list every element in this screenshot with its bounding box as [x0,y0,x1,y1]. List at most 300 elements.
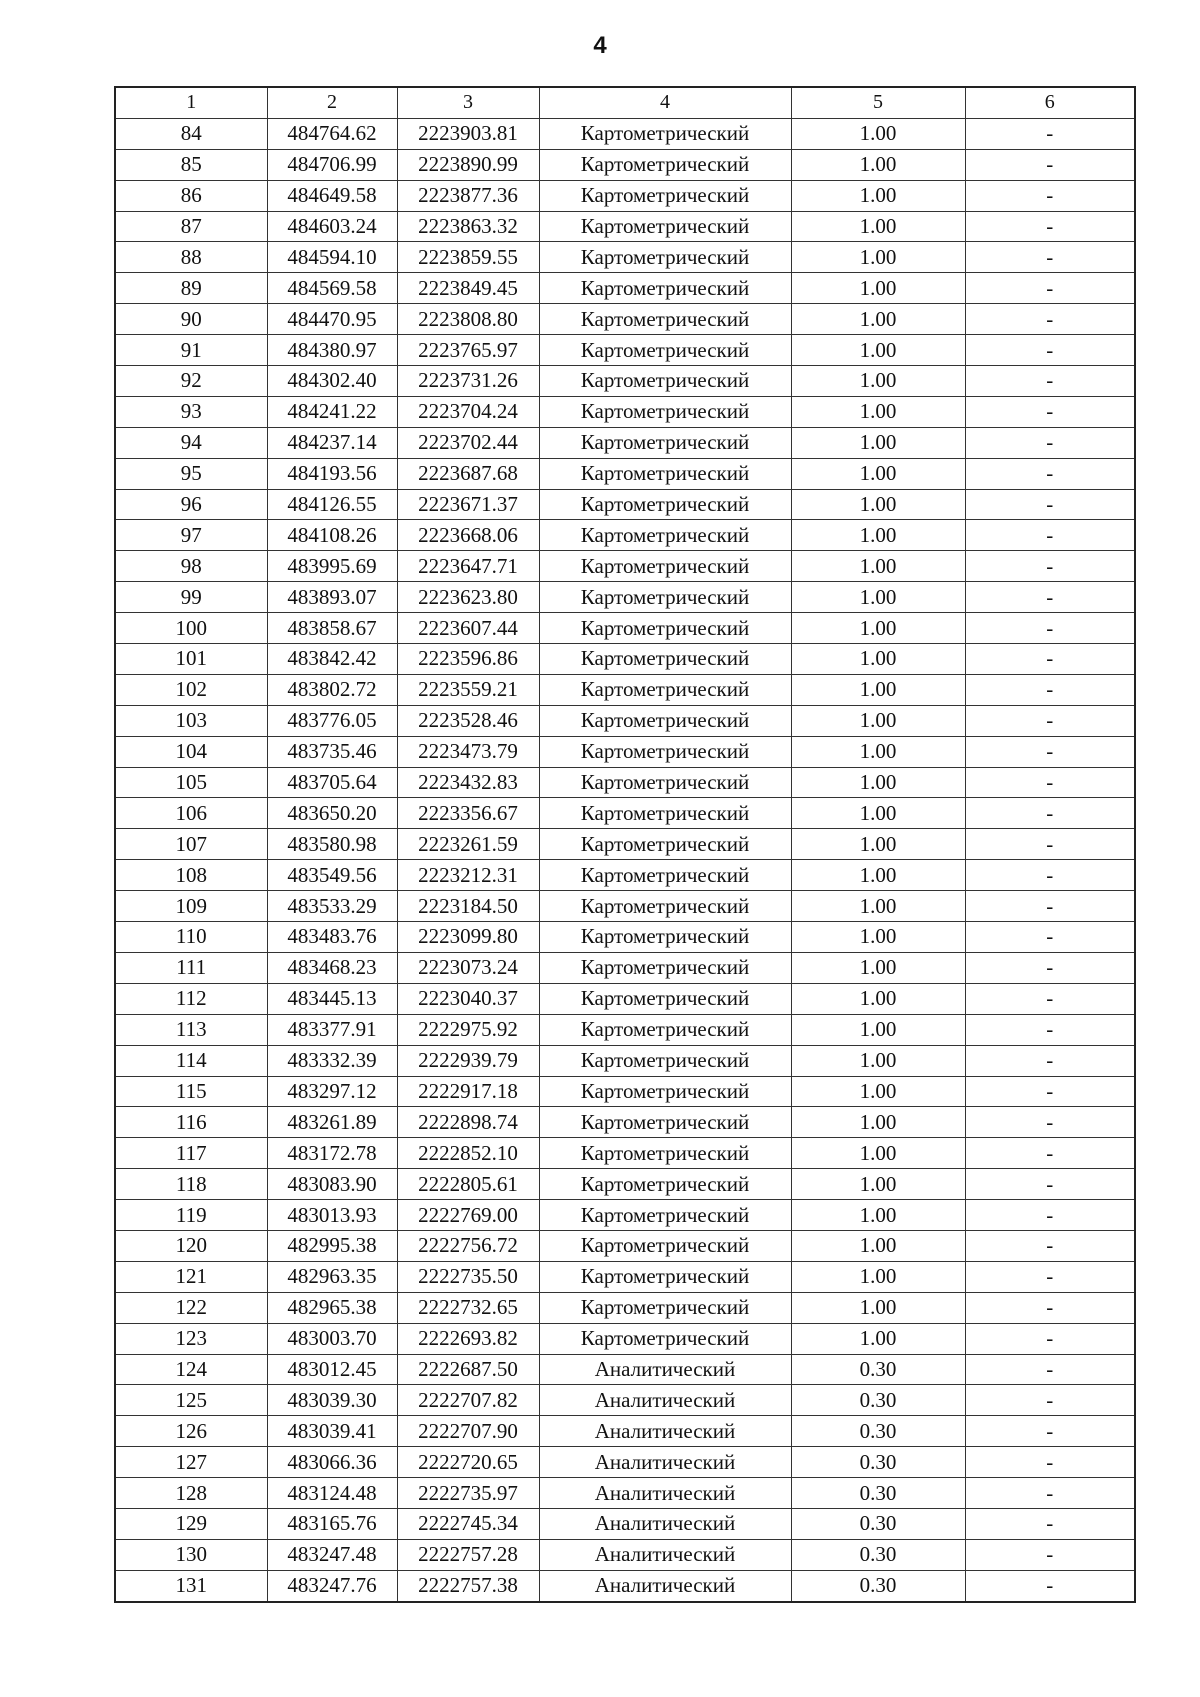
coordinates-table [114,86,1136,1603]
point-number-cell: 113 [115,1014,267,1045]
x-coordinate-cell: 483012.45 [267,1354,397,1385]
point-number-cell: 124 [115,1354,267,1385]
accuracy-cell: 1.00 [791,273,965,304]
accuracy-cell: 0.30 [791,1570,965,1601]
note-cell: - [965,1416,1135,1447]
column-header-2: 2 [267,87,397,118]
accuracy-cell: 1.00 [791,705,965,736]
x-coordinate-cell: 483083.90 [267,1169,397,1200]
note-cell: - [965,1323,1135,1354]
table-row [115,705,1135,736]
note-cell: - [965,705,1135,736]
x-coordinate-cell: 483776.05 [267,705,397,736]
method-cell: Картометрический [539,520,791,551]
y-coordinate-cell: 2223607.44 [397,613,539,644]
method-cell: Картометрический [539,1261,791,1292]
accuracy-cell: 1.00 [791,1076,965,1107]
note-cell: - [965,366,1135,397]
method-cell: Картометрический [539,767,791,798]
accuracy-cell: 1.00 [791,1200,965,1231]
y-coordinate-cell: 2223849.45 [397,273,539,304]
y-coordinate-cell: 2223212.31 [397,860,539,891]
point-number-cell: 111 [115,952,267,983]
y-coordinate-cell: 2223877.36 [397,180,539,211]
y-coordinate-cell: 2223099.80 [397,922,539,953]
table-row [115,1354,1135,1385]
accuracy-cell: 1.00 [791,1045,965,1076]
accuracy-cell: 1.00 [791,613,965,644]
note-cell: - [965,1354,1135,1385]
point-number-cell: 88 [115,242,267,273]
point-number-cell: 104 [115,736,267,767]
y-coordinate-cell: 2223808.80 [397,304,539,335]
accuracy-cell: 1.00 [791,798,965,829]
note-cell: - [965,767,1135,798]
page-number: 4 [593,32,607,59]
point-number-cell: 114 [115,1045,267,1076]
y-coordinate-cell: 2223731.26 [397,366,539,397]
point-number-cell: 107 [115,829,267,860]
accuracy-cell: 0.30 [791,1385,965,1416]
method-cell: Картометрический [539,829,791,860]
accuracy-cell: 1.00 [791,1292,965,1323]
header-row [115,87,1135,118]
accuracy-cell: 1.00 [791,396,965,427]
x-coordinate-cell: 483533.29 [267,891,397,922]
accuracy-cell: 1.00 [791,1138,965,1169]
note-cell: - [965,1508,1135,1539]
x-coordinate-cell: 483066.36 [267,1447,397,1478]
y-coordinate-cell: 2223859.55 [397,242,539,273]
note-cell: - [965,1261,1135,1292]
table-body [115,118,1135,1601]
point-number-cell: 97 [115,520,267,551]
note-cell: - [965,396,1135,427]
point-number-cell: 100 [115,613,267,644]
x-coordinate-cell: 483842.42 [267,644,397,675]
note-cell: - [965,304,1135,335]
accuracy-cell: 1.00 [791,458,965,489]
accuracy-cell: 0.30 [791,1416,965,1447]
note-cell: - [965,551,1135,582]
y-coordinate-cell: 2223668.06 [397,520,539,551]
table-row [115,1570,1135,1601]
x-coordinate-cell: 484764.62 [267,118,397,149]
note-cell: - [965,211,1135,242]
table-row [115,1508,1135,1539]
point-number-cell: 117 [115,1138,267,1169]
note-cell: - [965,674,1135,705]
note-cell: - [965,1570,1135,1601]
point-number-cell: 115 [115,1076,267,1107]
x-coordinate-cell: 483377.91 [267,1014,397,1045]
accuracy-cell: 1.00 [791,1230,965,1261]
column-header-4: 4 [539,87,791,118]
accuracy-cell: 0.30 [791,1508,965,1539]
method-cell: Картометрический [539,396,791,427]
x-coordinate-cell: 484569.58 [267,273,397,304]
x-coordinate-cell: 482995.38 [267,1230,397,1261]
point-number-cell: 120 [115,1230,267,1261]
table-row [115,1014,1135,1045]
x-coordinate-cell: 483124.48 [267,1478,397,1509]
x-coordinate-cell: 483995.69 [267,551,397,582]
table-row [115,1292,1135,1323]
table-row [115,118,1135,149]
y-coordinate-cell: 2222975.92 [397,1014,539,1045]
y-coordinate-cell: 2223702.44 [397,427,539,458]
table-row [115,1045,1135,1076]
x-coordinate-cell: 483165.76 [267,1508,397,1539]
note-cell: - [965,489,1135,520]
note-cell: - [965,1447,1135,1478]
method-cell: Аналитический [539,1416,791,1447]
x-coordinate-cell: 484380.97 [267,335,397,366]
table-row [115,736,1135,767]
method-cell: Картометрический [539,613,791,644]
table-row [115,582,1135,613]
y-coordinate-cell: 2223040.37 [397,983,539,1014]
x-coordinate-cell: 483580.98 [267,829,397,860]
y-coordinate-cell: 2223765.97 [397,335,539,366]
y-coordinate-cell: 2222852.10 [397,1138,539,1169]
point-number-cell: 90 [115,304,267,335]
note-cell: - [965,520,1135,551]
accuracy-cell: 1.00 [791,922,965,953]
accuracy-cell: 1.00 [791,335,965,366]
method-cell: Картометрический [539,273,791,304]
method-cell: Картометрический [539,458,791,489]
method-cell: Картометрический [539,427,791,458]
x-coordinate-cell: 483445.13 [267,983,397,1014]
accuracy-cell: 1.00 [791,1261,965,1292]
method-cell: Картометрический [539,1230,791,1261]
method-cell: Картометрический [539,211,791,242]
point-number-cell: 125 [115,1385,267,1416]
accuracy-cell: 1.00 [791,180,965,211]
method-cell: Картометрический [539,1014,791,1045]
method-cell: Картометрический [539,1200,791,1231]
point-number-cell: 84 [115,118,267,149]
x-coordinate-cell: 483247.76 [267,1570,397,1601]
note-cell: - [965,983,1135,1014]
y-coordinate-cell: 2223647.71 [397,551,539,582]
column-header-3: 3 [397,87,539,118]
point-number-cell: 95 [115,458,267,489]
accuracy-cell: 1.00 [791,983,965,1014]
table-row [115,489,1135,520]
point-number-cell: 96 [115,489,267,520]
note-cell: - [965,1169,1135,1200]
accuracy-cell: 1.00 [791,674,965,705]
table-row [115,1261,1135,1292]
y-coordinate-cell: 2223528.46 [397,705,539,736]
note-cell: - [965,1014,1135,1045]
x-coordinate-cell: 483893.07 [267,582,397,613]
accuracy-cell: 1.00 [791,489,965,520]
point-number-cell: 130 [115,1539,267,1570]
method-cell: Картометрический [539,149,791,180]
y-coordinate-cell: 2222757.38 [397,1570,539,1601]
method-cell: Картометрический [539,983,791,1014]
table-row [115,242,1135,273]
note-cell: - [965,1385,1135,1416]
method-cell: Картометрический [539,180,791,211]
x-coordinate-cell: 484241.22 [267,396,397,427]
y-coordinate-cell: 2223596.86 [397,644,539,675]
table-row [115,366,1135,397]
accuracy-cell: 0.30 [791,1539,965,1570]
note-cell: - [965,582,1135,613]
point-number-cell: 112 [115,983,267,1014]
method-cell: Картометрический [539,798,791,829]
x-coordinate-cell: 483332.39 [267,1045,397,1076]
point-number-cell: 123 [115,1323,267,1354]
coordinates-table-container [114,86,1134,1603]
accuracy-cell: 1.00 [791,860,965,891]
table-row [115,1539,1135,1570]
point-number-cell: 128 [115,1478,267,1509]
point-number-cell: 109 [115,891,267,922]
table-row [115,304,1135,335]
accuracy-cell: 1.00 [791,551,965,582]
point-number-cell: 106 [115,798,267,829]
accuracy-cell: 1.00 [791,211,965,242]
note-cell: - [965,1076,1135,1107]
table-row [115,520,1135,551]
y-coordinate-cell: 2223356.67 [397,798,539,829]
method-cell: Картометрический [539,118,791,149]
method-cell: Аналитический [539,1447,791,1478]
table-row [115,1076,1135,1107]
point-number-cell: 98 [115,551,267,582]
point-number-cell: 101 [115,644,267,675]
accuracy-cell: 1.00 [791,118,965,149]
table-row [115,798,1135,829]
point-number-cell: 102 [115,674,267,705]
table-row [115,1447,1135,1478]
method-cell: Картометрический [539,304,791,335]
point-number-cell: 86 [115,180,267,211]
method-cell: Аналитический [539,1570,791,1601]
x-coordinate-cell: 484706.99 [267,149,397,180]
point-number-cell: 92 [115,366,267,397]
method-cell: Аналитический [539,1354,791,1385]
note-cell: - [965,829,1135,860]
x-coordinate-cell: 484603.24 [267,211,397,242]
x-coordinate-cell: 483549.56 [267,860,397,891]
table-row [115,427,1135,458]
x-coordinate-cell: 484470.95 [267,304,397,335]
method-cell: Картометрический [539,952,791,983]
point-number-cell: 116 [115,1107,267,1138]
accuracy-cell: 1.00 [791,582,965,613]
accuracy-cell: 1.00 [791,644,965,675]
x-coordinate-cell: 483650.20 [267,798,397,829]
table-row [115,829,1135,860]
table-row [115,860,1135,891]
accuracy-cell: 1.00 [791,829,965,860]
accuracy-cell: 1.00 [791,1107,965,1138]
method-cell: Аналитический [539,1539,791,1570]
y-coordinate-cell: 2222735.50 [397,1261,539,1292]
point-number-cell: 91 [115,335,267,366]
point-number-cell: 110 [115,922,267,953]
point-number-cell: 127 [115,1447,267,1478]
note-cell: - [965,273,1135,304]
x-coordinate-cell: 483039.30 [267,1385,397,1416]
table-row [115,458,1135,489]
method-cell: Картометрический [539,644,791,675]
y-coordinate-cell: 2222732.65 [397,1292,539,1323]
accuracy-cell: 1.00 [791,520,965,551]
point-number-cell: 85 [115,149,267,180]
note-cell: - [965,118,1135,149]
method-cell: Картометрический [539,242,791,273]
column-header-5: 5 [791,87,965,118]
x-coordinate-cell: 483013.93 [267,1200,397,1231]
table-row [115,396,1135,427]
method-cell: Картометрический [539,366,791,397]
method-cell: Картометрический [539,736,791,767]
y-coordinate-cell: 2223671.37 [397,489,539,520]
method-cell: Картометрический [539,1107,791,1138]
point-number-cell: 108 [115,860,267,891]
table-row [115,983,1135,1014]
y-coordinate-cell: 2223903.81 [397,118,539,149]
table-header [115,87,1135,118]
table-row [115,1478,1135,1509]
accuracy-cell: 0.30 [791,1447,965,1478]
y-coordinate-cell: 2223184.50 [397,891,539,922]
accuracy-cell: 1.00 [791,767,965,798]
note-cell: - [965,798,1135,829]
x-coordinate-cell: 483468.23 [267,952,397,983]
note-cell: - [965,613,1135,644]
y-coordinate-cell: 2223073.24 [397,952,539,983]
table-row [115,674,1135,705]
x-coordinate-cell: 483705.64 [267,767,397,798]
method-cell: Картометрический [539,1323,791,1354]
table-row [115,273,1135,304]
point-number-cell: 129 [115,1508,267,1539]
point-number-cell: 126 [115,1416,267,1447]
y-coordinate-cell: 2223473.79 [397,736,539,767]
y-coordinate-cell: 2222745.34 [397,1508,539,1539]
accuracy-cell: 1.00 [791,366,965,397]
y-coordinate-cell: 2222805.61 [397,1169,539,1200]
x-coordinate-cell: 484649.58 [267,180,397,211]
x-coordinate-cell: 484302.40 [267,366,397,397]
point-number-cell: 93 [115,396,267,427]
method-cell: Картометрический [539,551,791,582]
y-coordinate-cell: 2223559.21 [397,674,539,705]
method-cell: Аналитический [539,1478,791,1509]
x-coordinate-cell: 483247.48 [267,1539,397,1570]
x-coordinate-cell: 484193.56 [267,458,397,489]
method-cell: Картометрический [539,1169,791,1200]
x-coordinate-cell: 482963.35 [267,1261,397,1292]
note-cell: - [965,860,1135,891]
table-row [115,1200,1135,1231]
point-number-cell: 99 [115,582,267,613]
method-cell: Картометрический [539,489,791,520]
accuracy-cell: 1.00 [791,304,965,335]
note-cell: - [965,1045,1135,1076]
y-coordinate-cell: 2222707.82 [397,1385,539,1416]
x-coordinate-cell: 483483.76 [267,922,397,953]
table-row [115,1138,1135,1169]
y-coordinate-cell: 2222687.50 [397,1354,539,1385]
accuracy-cell: 1.00 [791,952,965,983]
y-coordinate-cell: 2223432.83 [397,767,539,798]
note-cell: - [965,149,1135,180]
y-coordinate-cell: 2223704.24 [397,396,539,427]
y-coordinate-cell: 2222769.00 [397,1200,539,1231]
y-coordinate-cell: 2223261.59 [397,829,539,860]
y-coordinate-cell: 2222898.74 [397,1107,539,1138]
table-row [115,613,1135,644]
x-coordinate-cell: 483261.89 [267,1107,397,1138]
y-coordinate-cell: 2222735.97 [397,1478,539,1509]
table-row [115,767,1135,798]
table-row [115,335,1135,366]
point-number-cell: 118 [115,1169,267,1200]
note-cell: - [965,335,1135,366]
table-row [115,1107,1135,1138]
x-coordinate-cell: 484108.26 [267,520,397,551]
x-coordinate-cell: 482965.38 [267,1292,397,1323]
method-cell: Картометрический [539,1076,791,1107]
note-cell: - [965,427,1135,458]
table-row [115,551,1135,582]
x-coordinate-cell: 483297.12 [267,1076,397,1107]
accuracy-cell: 0.30 [791,1478,965,1509]
table-row [115,149,1135,180]
note-cell: - [965,1292,1135,1323]
x-coordinate-cell: 483802.72 [267,674,397,705]
accuracy-cell: 1.00 [791,891,965,922]
x-coordinate-cell: 483735.46 [267,736,397,767]
method-cell: Картометрический [539,1138,791,1169]
point-number-cell: 87 [115,211,267,242]
table-row [115,644,1135,675]
y-coordinate-cell: 2222707.90 [397,1416,539,1447]
accuracy-cell: 1.00 [791,736,965,767]
note-cell: - [965,736,1135,767]
note-cell: - [965,458,1135,489]
point-number-cell: 94 [115,427,267,458]
table-row [115,1385,1135,1416]
table-row [115,922,1135,953]
note-cell: - [965,1230,1135,1261]
accuracy-cell: 1.00 [791,1014,965,1045]
x-coordinate-cell: 484126.55 [267,489,397,520]
note-cell: - [965,952,1135,983]
table-row [115,211,1135,242]
table-row [115,180,1135,211]
point-number-cell: 122 [115,1292,267,1323]
table-row [115,1416,1135,1447]
x-coordinate-cell: 484237.14 [267,427,397,458]
y-coordinate-cell: 2222693.82 [397,1323,539,1354]
note-cell: - [965,891,1135,922]
y-coordinate-cell: 2223623.80 [397,582,539,613]
x-coordinate-cell: 483003.70 [267,1323,397,1354]
note-cell: - [965,1138,1135,1169]
point-number-cell: 119 [115,1200,267,1231]
table-row [115,952,1135,983]
